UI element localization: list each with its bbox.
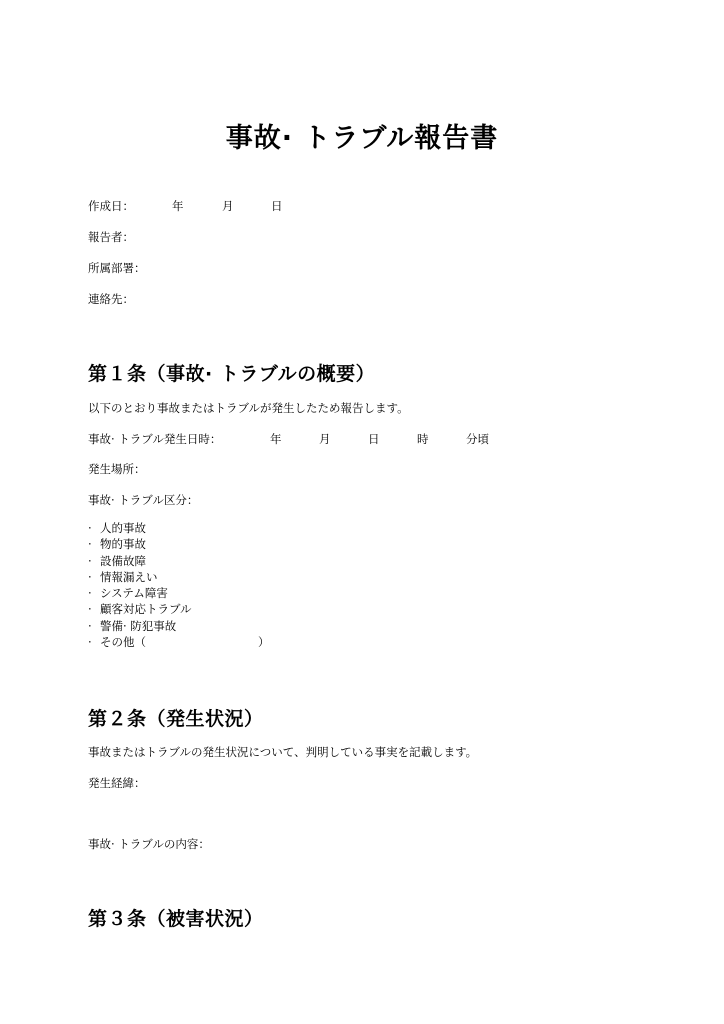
category-item-label: 物的事故 [100,537,146,552]
article1-intro: 以下のとおり事故またはトラブルが発生したため報告します。 [88,401,409,415]
list-item [88,520,270,536]
list-item [88,536,270,552]
creation-day-label: 日 [271,199,283,213]
incident-datetime-label: 事故· トラブル発生日時： [88,432,222,446]
reporter-label: 報告者： [88,230,134,244]
bullet-mark: · [88,618,92,633]
category-item-label: システム障害 [100,586,168,601]
incident-minute-label: 分頃 [466,432,489,446]
bullet-mark: · [88,586,92,601]
creation-date-label: 作成日： [88,199,134,213]
document-title: 事故· トラブル報告書 [225,123,499,154]
list-item [88,569,270,585]
list-item [88,585,270,601]
category-list [88,520,270,650]
incident-year-label: 年 [270,432,282,446]
contact-label: 連絡先： [88,292,134,306]
sequence-label: 発生経緯： [88,776,146,790]
list-item [88,553,270,569]
article1-heading: 第１条（事故· トラブルの概要） [88,363,376,385]
article2-intro: 事故またはトラブルの発生状況について、判明している事実を記載します。 [88,745,478,759]
creation-year-label: 年 [172,199,184,213]
bullet-mark: · [88,602,92,617]
bullet-mark: · [88,569,92,584]
list-item [88,618,270,634]
bullet-mark: · [88,635,92,650]
department-label: 所属部署： [88,261,146,275]
category-label: 事故· トラブル区分： [88,493,199,507]
list-item [88,634,270,650]
creation-month-label: 月 [222,199,234,213]
other-item-close: ） [258,635,270,650]
category-item-label: 顧客対応トラブル [100,602,192,617]
bullet-mark: · [88,521,92,535]
category-item-label: 設備故障 [100,553,146,568]
bullet-mark: · [88,553,92,568]
article3-heading: 第３条（被害状況） [88,908,264,930]
incident-hour-label: 時 [417,432,429,446]
incident-month-label: 月 [319,432,331,446]
category-item-label: 警備· 防犯事故 [100,618,177,633]
category-item-label: 人的事故 [100,521,146,535]
bullet-mark: · [88,537,92,552]
incident-content-label: 事故· トラブルの内容： [88,837,210,851]
category-item-label: 情報漏えい [100,569,158,584]
incident-day-label: 日 [368,432,380,446]
article2-heading: 第２条（発生状況） [88,708,264,730]
list-item [88,601,270,617]
location-label: 発生場所： [88,462,146,476]
other-item-label: その他（ [100,635,146,650]
